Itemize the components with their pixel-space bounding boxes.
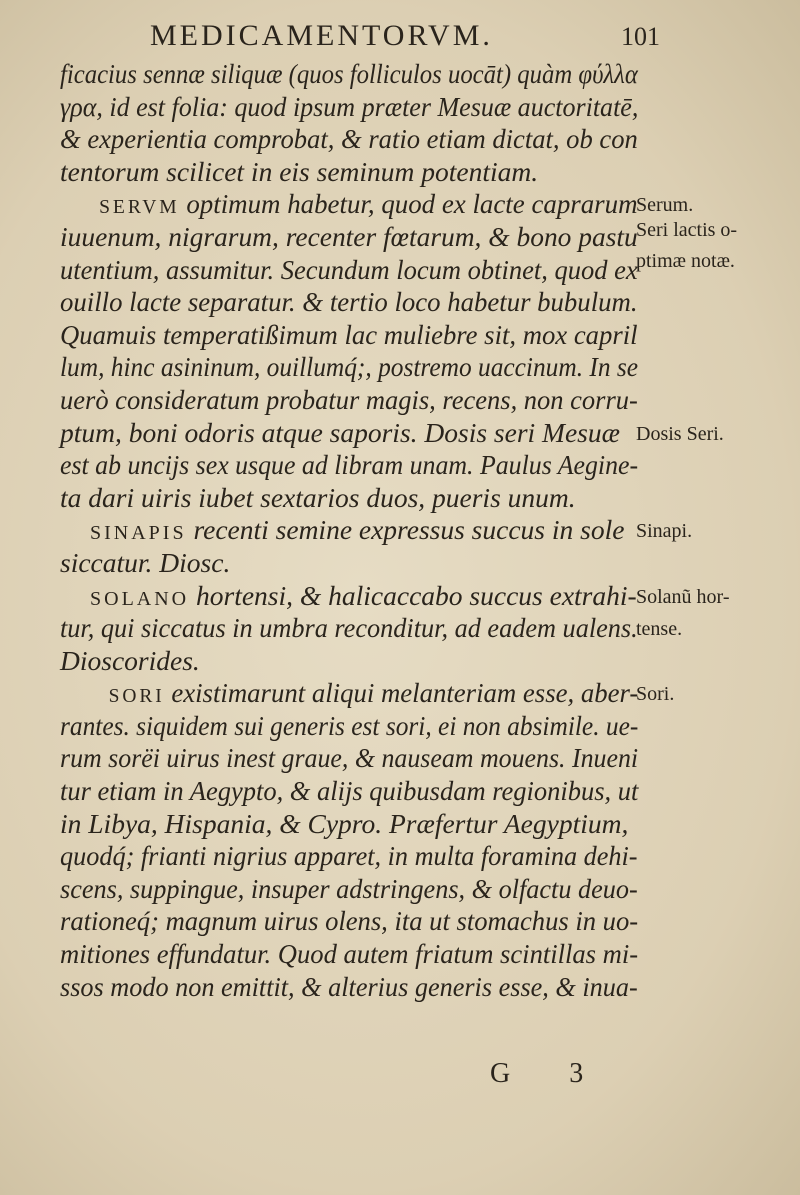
line-text: est ab uncijs sex usque ad libram unam. Paulus Aegine-	[60, 449, 639, 481]
line-text: siccatur. Diosc.	[60, 546, 231, 578]
line-text: uerò consideratum probatur magis, recens, non corru-	[60, 383, 638, 415]
text-line	[60, 90, 639, 124]
text-line	[60, 808, 638, 841]
line-text: in Libya, Hispania, & Cypro. Præfertur Aegyptium,	[60, 807, 629, 839]
text-line	[60, 938, 639, 971]
text-line	[60, 449, 639, 482]
text-line	[60, 872, 638, 906]
line-text: ficacius sennæ siliquæ (quos folliculos uocāt) quàm φύλλα	[60, 58, 638, 89]
margin-note: Sori.	[636, 683, 675, 706]
line-text: tur, qui siccatus in umbra reconditur, ad eadem ualens.	[60, 612, 638, 644]
line-text: lum, hinc asininum, ouillumq́;, postremo uaccinum. In se	[60, 351, 639, 383]
line-text: quodq́; frianti nigrius apparet, in multa foramina dehi-	[60, 840, 638, 872]
text-line	[60, 709, 639, 743]
text-line	[60, 514, 638, 547]
line-text: ssos modo non emittit, & alterius generis esse, & inua-	[60, 970, 638, 1002]
text-line	[60, 221, 637, 254]
line-text: rationeq́; magnum uirus olens, ita ut stomachus in uo-	[60, 905, 639, 937]
line-text: optimum habetur, quod ex lacte caprarum	[179, 188, 638, 220]
main-text-block	[60, 58, 638, 1003]
line-text: Quamuis temperatißimum lac muliebre sit, mox capril	[60, 318, 638, 350]
page-number: 101	[621, 22, 660, 51]
text-line	[60, 905, 639, 938]
line-text: rantes. siquidem sui generis est sori, ei non absimile. ue-	[60, 709, 639, 741]
text-line	[60, 580, 638, 613]
text-line	[60, 482, 638, 515]
line-text: iuuenum, nigrarum, recenter fœtarum, & bono pastu	[60, 220, 638, 252]
line-text: recenti semine expressus succus in sole	[186, 514, 625, 546]
margin-note: Sinapi.	[636, 520, 693, 543]
text-line	[60, 286, 638, 319]
margin-note: ptimæ notæ.	[636, 249, 735, 272]
text-line	[60, 742, 639, 775]
text-line	[60, 970, 638, 1004]
line-text: Dioscorides.	[60, 644, 200, 676]
signature-mark: G 3	[490, 1058, 610, 1089]
entry-headword: SERVM	[99, 196, 180, 219]
text-line	[60, 417, 638, 450]
margin-note: tense.	[636, 618, 683, 641]
entry-headword: SINAPIS	[90, 522, 187, 545]
text-line	[60, 188, 638, 221]
line-text: existimarunt aliqui melanteriam esse, aber-	[164, 677, 639, 709]
line-text: mitiones effundatur. Quod autem friatum scintillas mi-	[60, 938, 639, 970]
line-text: utentium, assumitur. Secundum locum obtinet, quod ex	[60, 253, 638, 285]
line-text: ta dari uiris iubet sextarios duos, pueris unum.	[60, 481, 576, 513]
text-line	[60, 840, 638, 873]
text-line	[60, 383, 638, 417]
line-text: tur etiam in Aegypto, & alijs quibusdam regionibus, ut	[60, 775, 639, 807]
running-title: MEDICAMENTORVM.	[150, 19, 493, 52]
margin-note: Serum.	[636, 194, 694, 217]
entry-headword: SORI	[108, 685, 165, 708]
line-text: hortensi, & halicaccabo succus extrahi-	[189, 579, 637, 611]
line-text: ptum, boni odoris atque saporis. Dosis seri Mesuæ	[60, 416, 620, 448]
entry-headword: SOLANO	[90, 587, 190, 610]
text-line	[60, 58, 638, 91]
text-line	[60, 645, 638, 678]
line-text: rum sorëi uirus inest graue, & nauseam mouens. Inueni	[60, 742, 639, 774]
line-text: & experientia comprobat, & ratio etiam dictat, ob con	[60, 123, 638, 155]
text-line	[60, 156, 638, 189]
text-line	[60, 318, 638, 352]
margin-note: Seri lactis o-	[636, 219, 738, 241]
line-text: γρα, id est folia: quod ipsum præter Mesuæ auctoritatē,	[60, 90, 639, 122]
margin-note: Dosis Seri.	[636, 422, 724, 445]
line-text: tentorum scilicet in eis seminum potentiam.	[60, 155, 539, 187]
text-line	[60, 677, 639, 710]
margin-note: Solanũ hor-	[636, 585, 730, 608]
text-line	[60, 253, 638, 287]
text-line	[60, 123, 638, 156]
running-header	[150, 18, 660, 54]
text-line	[60, 547, 638, 580]
line-text: scens, suppingue, insuper adstringens, & olfactu deuo-	[60, 872, 638, 904]
line-text: ouillo lacte separatur. & tertio loco habetur bubulum.	[60, 286, 638, 318]
text-line	[60, 775, 639, 808]
text-line	[60, 612, 638, 645]
text-line	[60, 351, 639, 384]
